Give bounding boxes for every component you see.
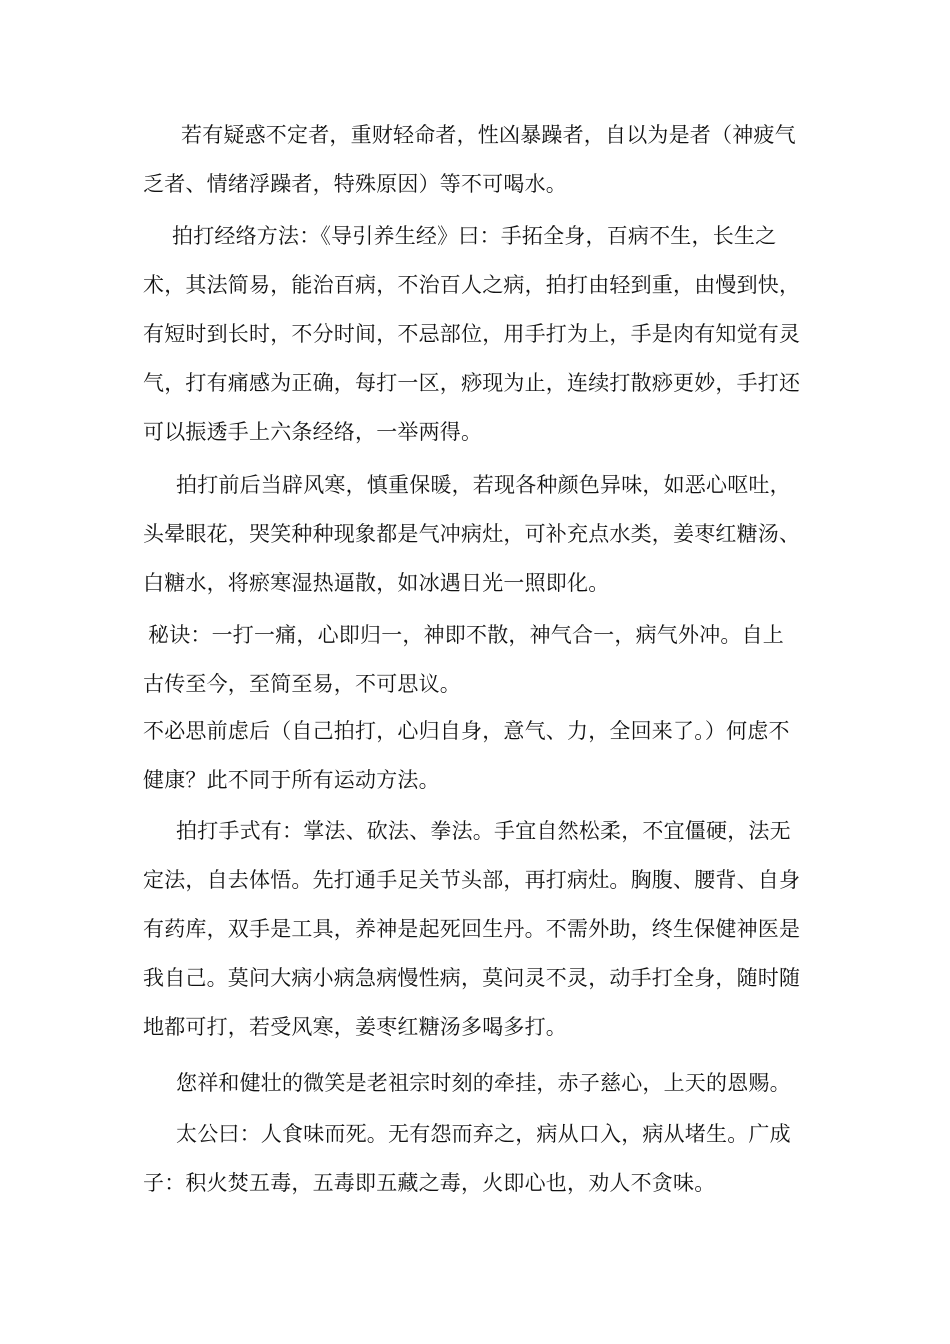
text-line: 不必思前虑后（自己拍打，心归自身，意气、力，全回来了。）何虑不 [143, 719, 790, 743]
text-line: 有短时到长时，不分时间，不忌部位，用手打为上，手是肉有知觉有灵 [143, 322, 801, 346]
paragraph-hand-techniques [0, 816, 950, 1039]
text-line: 古传至今，至简至易，不可思议。 [143, 672, 461, 696]
paragraph-no-worries [0, 716, 950, 792]
text-line: 气，打有痛感为正确，每打一区，痧现为止，连续打散痧更妙，手打还 [143, 371, 801, 395]
text-line: 乏者、情绪浮躁者，特殊原因）等不可喝水。 [143, 172, 567, 196]
text-line: 您祥和健壮的微笑是老祖宗时刻的牵挂，赤子慈心，上天的恩赐。 [176, 1071, 791, 1095]
text-line: 定法，自去体悟。先打通手足关节头部，再打病灶。胸腹、腰背、自身 [143, 868, 801, 892]
text-line: 头晕眼花，哭笑种种现象都是气冲病灶，可补充点水类，姜枣红糖汤、 [143, 522, 801, 546]
text-line: 太公曰：人食味而死。无有怨而弃之，病从口入，病从堵生。广成 [176, 1122, 791, 1146]
text-line: 健康？此不同于所有运动方法。 [143, 768, 440, 792]
text-line: 拍打前后当辟风寒，慎重保暖，若现各种颜色异味，如恶心呕吐， [176, 473, 791, 497]
paragraph-secret-formula [0, 620, 950, 696]
text-line: 有药库，双手是工具，养神是起死回生丹。不需外助，终生保健神医是 [143, 917, 801, 941]
paragraph-blessing [0, 1068, 950, 1095]
text-line: 地都可打，若受风寒，姜枣红糖汤多喝多打。 [143, 1015, 567, 1039]
text-line: 我自己。莫问大病小病急病慢性病，莫问灵不灵，动手打全身，随时随 [143, 966, 801, 990]
text-line: 可以振透手上六条经络，一举两得。 [143, 420, 483, 444]
paragraph-patting-method [0, 221, 950, 444]
paragraph-drinking-restrictions [0, 120, 950, 196]
text-line: 若有疑惑不定者，重财轻命者，性凶暴躁者，自以为是者（神疲气 [181, 123, 796, 147]
paragraph-taigong-quote [0, 1119, 950, 1195]
text-line: 秘诀：一打一痛，心即归一，神即不散，神气合一，病气外冲。自上 [148, 623, 784, 647]
text-line: 拍打手式有：掌法、砍法、拳法。手宜自然松柔，不宜僵硬，法无 [176, 819, 791, 843]
text-line: 拍打经络方法：《导引养生经》曰：手拓全身，百病不生，长生之 [172, 224, 777, 248]
text-line: 白糖水，将瘀寒湿热逼散，如冰遇日光一照即化。 [143, 571, 610, 595]
paragraph-before-after-patting [0, 470, 950, 595]
text-line: 术，其法简易，能治百病，不治百人之病，拍打由轻到重，由慢到快， [143, 273, 801, 297]
text-line: 子：积火焚五毒，五毒即五藏之毒，火即心也，劝人不贪味。 [143, 1171, 716, 1195]
